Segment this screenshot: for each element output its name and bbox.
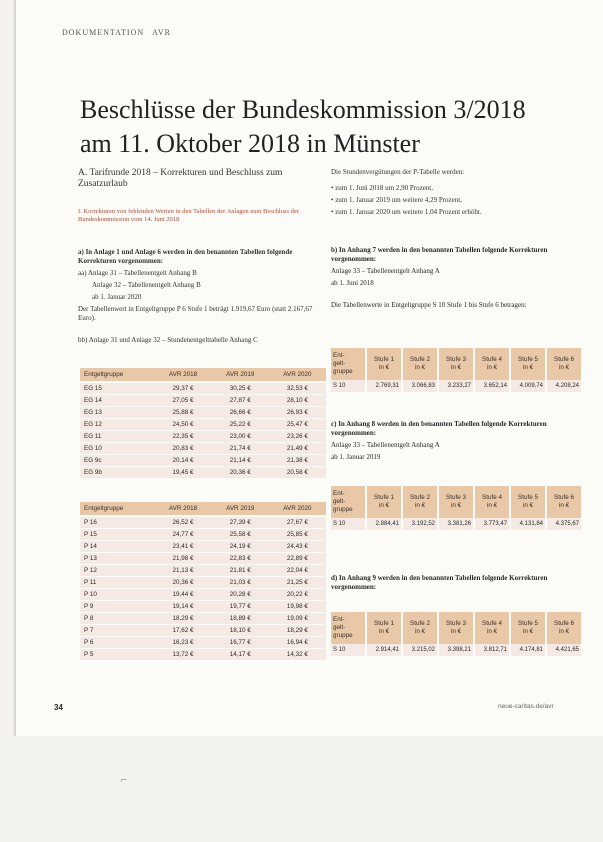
table-cell: P 15 [80,529,154,541]
a-line-2: Anlage 32 – Tabellenentgelt Anhang B [92,281,201,289]
table-row [80,419,326,431]
table-cell: 26,93 € [269,407,326,419]
scan-background [0,736,603,842]
table-cell: 20,22 € [269,589,326,601]
table-row [80,637,326,649]
stufe-table-c [331,486,583,530]
table-row [80,553,326,565]
table-cell: 17,62 € [154,625,211,637]
table-row [80,625,326,637]
table-cell: 22,04 € [269,565,326,577]
d-heading: d) In Anhang 9 werden in den benannten Tabellen folgende Korrekturen vorgenommen: [331,574,548,591]
table-cell: 21,13 € [154,565,211,577]
table-row [80,455,326,467]
table-cell: 4.375,67 [546,518,582,530]
table-cell: 2.769,31 [366,380,402,392]
table-cell: P 12 [80,565,154,577]
table-cell: 24,77 € [154,529,211,541]
table-cell: 27,39 € [212,516,269,529]
p-table-header-cell: AVR 2018 [154,502,211,516]
section-a-heading: A. Tarifrunde 2018 – Korrekturen und Beschluss zum Zusatzurlaub [78,168,283,189]
section-label [62,28,171,37]
table-cell: 19,14 € [154,601,211,613]
c-line-1: Anlage 33 – Tabellenentgelt Anhang A [331,441,440,449]
stufe-d-header-cell: Stufe 3 in € [438,612,474,644]
table-cell: 3.233,27 [438,380,474,392]
table-row [80,577,326,589]
table-row [80,382,326,395]
table-cell: 3.812,71 [474,644,510,656]
table-cell: 3.215,02 [402,644,438,656]
b-text: Die Tabellenwerte in Entgeltgruppe S 10 Stufe 1 bis Stufe 6 betragen: [331,301,527,309]
table-row [80,395,326,407]
table-cell: 2.884,41 [366,518,402,530]
table-cell: EG 10 [80,443,154,455]
table-cell: 18,89 € [212,613,269,625]
b-line-1: Anlage 33 – Tabellenentgelt Anhang A [331,267,440,275]
footer-url: neue-caritas.de/avr [498,703,554,710]
stufe-b-header-row [331,348,582,380]
p-table-header-cell: Entgeltgruppe [80,502,154,516]
table-row [331,380,582,392]
stufe-b-header-cell: Stufe 3 in € [438,348,474,380]
table-cell: 22,35 € [154,431,211,443]
table-row [80,649,326,661]
stufe-d-header-cell: Stufe 5 in € [510,612,546,644]
table-cell: 21,49 € [269,443,326,455]
c-line-2: ab 1. Januar 2019 [331,453,381,461]
red-note: I. Korrekturen von fehlenden Werten in den Tabellen der Anlagen zum Beschluss der Bundeskommission vom 14. Juni 2018 [78,208,299,223]
stufe-b-header-cell: Stufe 2 in € [402,348,438,380]
stufe-table-d [331,612,583,656]
table-cell: 4.131,84 [510,518,546,530]
a-line-3: ab 1. Januar 2020 [92,293,142,301]
table-cell: 14,17 € [212,649,269,661]
table-cell: P 14 [80,541,154,553]
table-cell: 19,09 € [269,613,326,625]
table-cell: 24,50 € [154,419,211,431]
table-cell: 14,32 € [269,649,326,661]
table-cell: EG 13 [80,407,154,419]
table-cell: 16,77 € [212,637,269,649]
p-table-header-row [80,502,326,516]
table-row [80,467,326,479]
stufe-b-header-cell: Stufe 6 in € [546,348,582,380]
table-cell: 21,03 € [212,577,269,589]
bullet-2: • zum 1. Januar 2019 um weitere 4,29 Prozent, [331,196,462,204]
table-cell: EG 14 [80,395,154,407]
table-cell: 27,67 € [269,516,326,529]
stufe-d-header-cell: Stufe 2 in € [402,612,438,644]
p-table-header-cell: AVR 2020 [269,502,326,516]
table-cell: 25,22 € [212,419,269,431]
table-cell: 3.773,47 [474,518,510,530]
table-cell: 3.652,14 [474,380,510,392]
table-cell: 3.192,52 [402,518,438,530]
table-cell: 27,05 € [154,395,211,407]
table-cell: 4.174,81 [510,644,546,656]
stufe-c-header-cell: Stufe 3 in € [438,486,474,518]
stufe-b-header-cell: Stufe 5 in € [510,348,546,380]
table-cell: EG 12 [80,419,154,431]
stufe-c-header-cell: Stufe 2 in € [402,486,438,518]
stundenentgelt-table-p [80,502,326,661]
table-row [331,518,582,530]
table-row [331,644,582,656]
bb-text: bb) Anlage 31 und Anlage 32 – Stundenentgelttabelle Anhang C [78,336,258,344]
right-intro: Die Stundenvergütungen der P-Tabelle werden: [331,168,465,176]
stufe-d-header-cell: Stufe 4 in € [474,612,510,644]
table-cell: S 10 [331,380,366,392]
table-cell: 29,37 € [154,382,211,395]
table-cell: 19,77 € [212,601,269,613]
table-cell: 25,88 € [154,407,211,419]
table-row [80,565,326,577]
table-cell: 25,58 € [212,529,269,541]
table-cell: 24,19 € [212,541,269,553]
stufe-c-header-cell: Stufe 4 in € [474,486,510,518]
table-cell: 3.398,21 [438,644,474,656]
table-cell: 23,26 € [269,431,326,443]
b-heading: b) In Anhang 7 werden in den benannten Tabellen folgende Korrekturen vorgenommen: [331,246,548,263]
eg-table-header-cell: AVR 2018 [154,368,211,382]
table-cell: 25,47 € [269,419,326,431]
table-cell: 20,83 € [154,443,211,455]
table-cell: 16,23 € [154,637,211,649]
table-cell: 21,98 € [154,553,211,565]
table-cell: S 10 [331,518,366,530]
table-cell: 21,81 € [212,565,269,577]
table-cell: 32,53 € [269,382,326,395]
table-cell: 4.421,65 [546,644,582,656]
eg-table-header-cell: AVR 2020 [269,368,326,382]
table-cell: 16,94 € [269,637,326,649]
table-row [80,541,326,553]
block-c [331,420,571,465]
table-cell: 13,72 € [154,649,211,661]
right-column-intro [331,168,561,220]
table-row [80,613,326,625]
table-cell: 25,85 € [269,529,326,541]
eg-table-header-cell: AVR 2019 [212,368,269,382]
stufe-c-header-cell: Stufe 5 in € [510,486,546,518]
table-cell: 23,41 € [154,541,211,553]
page-title [80,93,580,161]
bullet-3: • zum 1. Januar 2020 um weitere 1,04 Prozent erhöht. [331,208,482,216]
table-row [80,529,326,541]
table-cell: 20,36 € [212,467,269,479]
b-line-2: ab 1. Juni 2018 [331,279,374,287]
stufe-c-header-cell: Ent- gelt- gruppe [331,486,366,518]
eg-table-header-row [80,368,326,382]
stufe-d-header-cell: Stufe 6 in € [546,612,582,644]
table-cell: P 16 [80,516,154,529]
a-text: Der Tabellenwert in Entgeltgruppe P 6 Stufe 1 beträgt 1.919,67 Euro (statt 2.167,67 Euro). [78,305,313,322]
table-cell: 30,25 € [212,382,269,395]
table-cell: EG 11 [80,431,154,443]
table-cell: 21,74 € [212,443,269,455]
table-cell: 19,98 € [269,601,326,613]
table-cell: 3.066,83 [402,380,438,392]
table-cell: 23,00 € [212,431,269,443]
stufe-d-header-cell: Stufe 1 in € [366,612,402,644]
table-row [80,407,326,419]
stufe-b-header-cell: Stufe 4 in € [474,348,510,380]
table-row [80,601,326,613]
table-row [80,443,326,455]
table-cell: 18,29 € [154,613,211,625]
table-cell: 26,52 € [154,516,211,529]
stufe-d-header-row [331,612,582,644]
table-cell: P 13 [80,553,154,565]
table-row [80,589,326,601]
table-cell: 22,89 € [269,553,326,565]
stufe-c-header-row [331,486,582,518]
table-cell: EG 15 [80,382,154,395]
table-cell: P 8 [80,613,154,625]
table-cell: 4.009,74 [510,380,546,392]
bullet-1: • zum 1. Juni 2018 um 2,90 Prozent, [331,184,433,192]
table-cell: 2.914,41 [366,644,402,656]
table-cell: P 10 [80,589,154,601]
stufe-c-header-cell: Stufe 6 in € [546,486,582,518]
table-cell: 28,10 € [269,395,326,407]
stufe-table-b [331,348,583,392]
table-cell: P 9 [80,601,154,613]
table-cell: 20,36 € [154,577,211,589]
table-cell: EG 9b [80,467,154,479]
table-cell: 21,38 € [269,455,326,467]
block-d [331,574,571,595]
block-b [331,246,571,313]
section-name: DOKUMENTATION [62,28,145,37]
table-cell: 18,10 € [212,625,269,637]
p-table-header-cell: AVR 2019 [212,502,269,516]
table-cell: EG 9c [80,455,154,467]
table-cell: 20,14 € [154,455,211,467]
stufe-b-header-cell: Stufe 1 in € [366,348,402,380]
a-line-1: aa) Anlage 31 – Tabellenentgelt Anhang B [78,269,197,277]
stundenentgelt-table-eg [80,368,326,479]
table-cell: 19,44 € [154,589,211,601]
table-cell: S 10 [331,644,366,656]
table-cell: P 5 [80,649,154,661]
table-cell: 18,29 € [269,625,326,637]
table-cell: 19,45 € [154,467,211,479]
table-row [80,431,326,443]
table-cell: 20,28 € [212,589,269,601]
table-cell: 4.208,24 [546,380,582,392]
title-line-2: am 11. Oktober 2018 in Münster [80,129,420,159]
table-row [80,516,326,529]
title-line-1: Beschlüsse der Bundeskommission 3/2018 [80,95,526,125]
table-cell: 21,14 € [212,455,269,467]
a-heading: a) In Anlage 1 und Anlage 6 werden in den benannten Tabellen folgende Korrekturen vorgenommen: [78,248,293,265]
table-cell: P 7 [80,625,154,637]
section-sub: AVR [152,28,171,37]
stufe-b-header-cell: Ent- gelt- gruppe [331,348,366,380]
scan-artifact: ⌐ [120,776,128,786]
table-cell: 21,25 € [269,577,326,589]
stufe-d-header-cell: Ent- gelt- gruppe [331,612,366,644]
stufe-c-header-cell: Stufe 1 in € [366,486,402,518]
table-cell: 20,58 € [269,467,326,479]
table-cell: P 11 [80,577,154,589]
eg-table-header-cell: Entgeltgruppe [80,368,154,382]
page-number: 34 [54,703,63,712]
table-cell: 27,87 € [212,395,269,407]
table-cell: 24,43 € [269,541,326,553]
table-cell: P 6 [80,637,154,649]
table-cell: 3.381,26 [438,518,474,530]
c-heading: c) In Anhang 8 werden in den benannten Tabellen folgende Korrekturen vorgenommen: [331,420,547,437]
left-column [78,168,324,348]
table-cell: 26,66 € [212,407,269,419]
table-cell: 22,83 € [212,553,269,565]
